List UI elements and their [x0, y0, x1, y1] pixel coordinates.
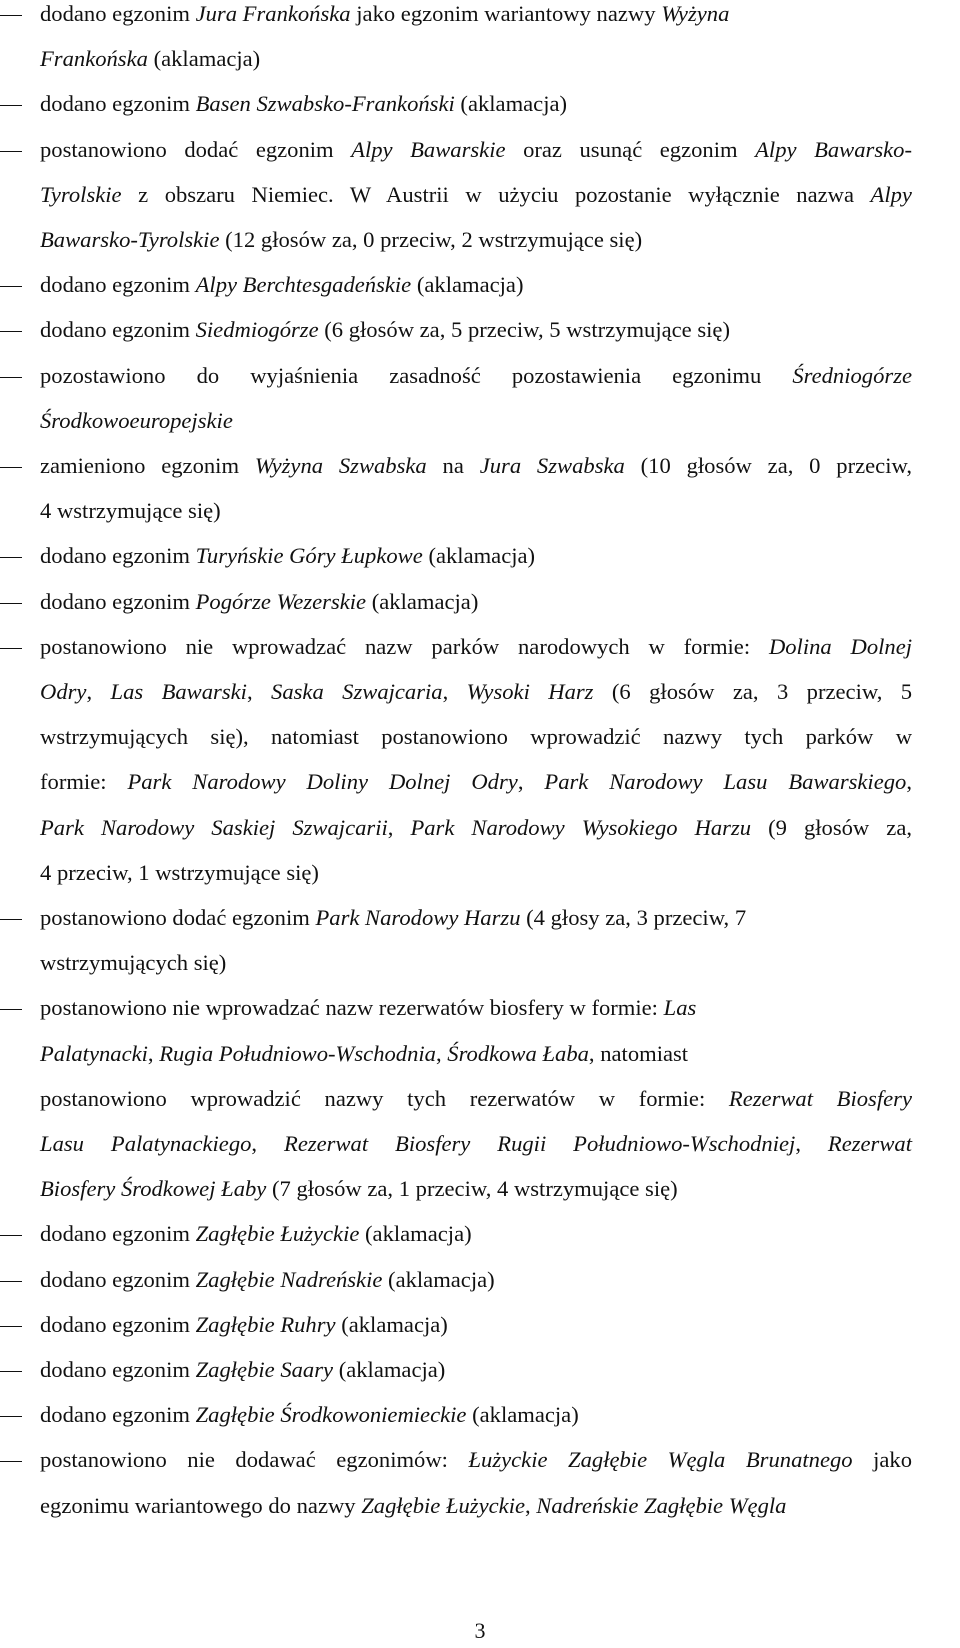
- text-run: (aklamacja): [366, 588, 479, 614]
- text-run: na: [426, 453, 480, 478]
- text-line: [40, 1401, 579, 1429]
- italic-name: Środkowoeuropejskie: [40, 407, 233, 433]
- text-line: [40, 814, 912, 842]
- italic-name: Zagłębie Saary: [195, 1357, 334, 1382]
- italic-name: Alpy: [870, 181, 912, 207]
- text-run: 4 wstrzymujące się): [40, 498, 221, 524]
- text-line: [40, 1311, 448, 1339]
- text-run: dodano egzonim: [40, 91, 196, 117]
- text-run: pozostawiono do wyjaśnienia zasadność pozostawienia egzonimu: [40, 362, 793, 388]
- text-run: ,: [435, 1040, 448, 1066]
- dash-bullet: [0, 1009, 22, 1010]
- text-run: (aklamacja): [422, 543, 536, 569]
- text-run: (9 głosów za,: [751, 814, 912, 840]
- text-run: postanowiono nie wprowadzać nazw parków narodowych w formie:: [40, 633, 769, 659]
- text-run: ,: [246, 678, 272, 704]
- italic-name: Rugia Południowo-Wschodnia: [159, 1040, 436, 1066]
- text-run: dodano egzonim: [40, 272, 196, 298]
- text-run: dodano egzonim: [40, 543, 196, 569]
- text-run: ,: [387, 814, 411, 840]
- italic-name: Jura Frankońska: [195, 1, 351, 26]
- italic-name: Tyrolskie: [40, 181, 122, 207]
- text-line: [40, 271, 523, 299]
- italic-name: Alpy Bawarsko-: [755, 136, 912, 162]
- text-run: z obszaru Niemiec. W Austrii w użyciu pozostanie wyłącznie nazwa: [121, 181, 871, 207]
- text-line: [40, 181, 912, 209]
- text-run: (6 głosów za, 3 przeciw, 5: [593, 678, 913, 704]
- italic-name: Frankońska: [40, 46, 148, 72]
- text-line: [40, 1446, 912, 1474]
- text-run: dodano egzonim: [40, 1311, 196, 1337]
- text-run: postanowiono dodać egzonim: [40, 905, 316, 930]
- text-run: dodano egzonim: [40, 1221, 196, 1247]
- text-run: ,: [251, 1130, 285, 1156]
- text-run: dodano egzonim: [40, 1402, 196, 1428]
- italic-name: Park Narodowy Lasu Bawarskiego: [544, 769, 907, 795]
- italic-name: Palatynacki: [40, 1040, 148, 1066]
- dash-bullet: [0, 286, 22, 287]
- text-line: [40, 1266, 495, 1294]
- text-run: wstrzymujących się): [40, 950, 227, 976]
- text-line: [40, 678, 912, 706]
- italic-name: Rezerwat Biosfery Rugii Południowo-Wschodniej: [284, 1130, 796, 1156]
- italic-name: Nadreńskie Zagłębie Węgla: [536, 1492, 787, 1518]
- text-run: ,: [86, 678, 111, 704]
- text-run: zamieniono egzonim: [40, 453, 255, 478]
- dash-bullet: [0, 1281, 22, 1282]
- italic-name: Odry: [40, 678, 87, 704]
- text-run: (aklamacja): [466, 1402, 579, 1428]
- text-line: [40, 452, 912, 480]
- italic-name: Park Narodowy Harzu: [315, 905, 521, 930]
- italic-name: Zagłębie Nadreńskie: [195, 1266, 383, 1292]
- text-run: ,: [517, 769, 545, 795]
- text-run: (aklamacja): [454, 91, 568, 117]
- italic-name: Basen Szwabsko-Frankoński: [195, 91, 455, 117]
- text-line: [40, 588, 478, 616]
- italic-name: Las: [663, 995, 697, 1021]
- text-run: (aklamacja): [382, 1266, 495, 1292]
- italic-name: Dolina Dolnej: [768, 633, 913, 659]
- text-run: (aklamacja): [147, 46, 261, 72]
- text-line: [40, 1040, 688, 1068]
- dash-bullet: [0, 467, 22, 468]
- text-run: (aklamacja): [335, 1311, 448, 1337]
- text-run: (aklamacja): [411, 272, 524, 298]
- italic-name: Wyżyna Szwabska: [254, 453, 427, 478]
- text-run: dodano egzonim: [40, 1357, 196, 1382]
- text-line: [40, 136, 912, 164]
- text-run: ,: [442, 678, 467, 704]
- italic-name: Rezerwat Biosfery: [728, 1085, 912, 1111]
- italic-name: Pogórze Wezerskie: [195, 588, 367, 614]
- text-run: dodano egzonim: [40, 588, 196, 614]
- text-line: [40, 362, 912, 390]
- text-line: [40, 1492, 786, 1520]
- italic-name: Średniogórze: [792, 362, 913, 388]
- italic-name: Turyńskie Góry Łupkowe: [195, 543, 423, 569]
- text-line: [40, 859, 319, 887]
- italic-name: Wysoki Harz: [466, 678, 594, 704]
- dash-bullet: [0, 331, 22, 332]
- text-run: egzonimu wariantowego do nazwy: [40, 1492, 362, 1518]
- italic-name: Łużyckie Zagłębie Węgla Brunatnego: [468, 1447, 853, 1473]
- text-run: dodano egzonim: [40, 317, 196, 343]
- italic-name: Saska Szwajcaria: [271, 678, 443, 704]
- text-run: jako egzonim wariantowy nazwy: [350, 1, 662, 26]
- italic-name: Zagłębie Łużyckie: [195, 1221, 360, 1247]
- text-run: (aklamacja): [333, 1357, 446, 1382]
- dash-bullet: [0, 648, 22, 649]
- text-run: dodano egzonim: [40, 1266, 196, 1292]
- text-run: postanowiono nie wprowadzać nazw rezerwatów biosfery w formie:: [40, 995, 664, 1021]
- text-run: ,: [906, 769, 912, 795]
- italic-name: Lasu Palatynackiego: [40, 1130, 252, 1156]
- text-line: [40, 542, 535, 570]
- text-line: [40, 994, 696, 1022]
- italic-name: Wyżyna: [661, 1, 730, 26]
- italic-name: Siedmiogórze: [195, 317, 319, 343]
- text-run: (aklamacja): [359, 1221, 472, 1247]
- italic-name: Las Bawarski: [110, 678, 247, 704]
- text-run: formie:: [40, 769, 128, 795]
- text-run: oraz usunąć egzonim: [505, 136, 756, 162]
- italic-name: Alpy Berchtesgadeńskie: [195, 272, 412, 298]
- text-line: [40, 1220, 472, 1248]
- text-run: jako: [852, 1447, 913, 1473]
- italic-name: Rezerwat: [827, 1130, 912, 1156]
- text-line: [40, 1130, 912, 1158]
- text-run: dodano egzonim: [40, 1, 196, 26]
- dash-bullet: [0, 557, 22, 558]
- text-line: [40, 1356, 445, 1384]
- text-run: (10 głosów za, 0 przeciw,: [624, 453, 912, 478]
- text-run: (12 głosów za, 0 przeciw, 2 wstrzymujące się): [219, 226, 643, 252]
- text-line: [40, 316, 730, 344]
- italic-name: Zagłębie Ruhry: [195, 1311, 336, 1337]
- italic-name: Park Narodowy Doliny Dolnej Odry: [127, 769, 518, 795]
- dash-bullet: [0, 1371, 22, 1372]
- dash-bullet: [0, 15, 22, 16]
- dash-bullet: [0, 1235, 22, 1236]
- text-run: ,: [525, 1492, 537, 1518]
- text-run: 4 przeciw, 1 wstrzymujące się): [40, 859, 319, 885]
- text-line: [40, 497, 221, 525]
- italic-name: Park Narodowy Saskiej Szwajcarii: [40, 814, 388, 840]
- text-run: postanowiono wprowadzić nazwy tych rezerwatów w formie:: [40, 1085, 729, 1111]
- dash-bullet: [0, 1326, 22, 1327]
- dash-bullet: [0, 1461, 22, 1462]
- text-run: (6 głosów za, 5 przeciw, 5 wstrzymujące się): [318, 317, 730, 343]
- italic-name: Zagłębie Łużyckie: [361, 1492, 525, 1518]
- dash-bullet: [0, 105, 22, 106]
- text-line: [40, 904, 746, 932]
- dash-bullet: [0, 377, 22, 378]
- dash-bullet: [0, 1416, 22, 1417]
- italic-name: Bawarsko-Tyrolskie: [40, 226, 220, 252]
- italic-name: Alpy Bawarskie: [351, 136, 506, 162]
- text-run: , natomiast: [588, 1040, 689, 1066]
- dash-bullet: [0, 919, 22, 920]
- text-line: [40, 1175, 678, 1203]
- italic-name: Biosfery Środkowej Łaby: [40, 1176, 267, 1202]
- text-run: (4 głosy za, 3 przeciw, 7: [520, 905, 747, 930]
- text-line: [40, 1085, 912, 1113]
- text-line: [40, 226, 642, 254]
- text-line: [40, 723, 912, 751]
- text-line: [40, 633, 912, 661]
- italic-name: Zagłębie Środkowoniemieckie: [195, 1402, 467, 1428]
- dash-bullet: [0, 603, 22, 604]
- text-line: [40, 949, 226, 977]
- italic-name: Środkowa Łaba: [447, 1040, 589, 1066]
- italic-name: Park Narodowy Wysokiego Harzu: [410, 814, 752, 840]
- dash-bullet: [0, 151, 22, 152]
- text-line: [40, 90, 567, 118]
- text-line: [40, 0, 729, 28]
- text-line: [40, 45, 260, 73]
- text-run: wstrzymujących się), natomiast postanowiono wprowadzić nazwy tych parków w: [40, 724, 913, 750]
- text-run: (7 głosów za, 1 przeciw, 4 wstrzymujące się): [266, 1176, 678, 1202]
- text-run: postanowiono dodać egzonim: [40, 136, 352, 162]
- text-run: ,: [795, 1130, 828, 1156]
- text-line: [40, 768, 912, 796]
- page-number: 3: [474, 1618, 486, 1643]
- text-run: ,: [147, 1040, 160, 1066]
- text-run: postanowiono nie dodawać egzonimów:: [40, 1447, 469, 1473]
- text-line: [40, 407, 233, 435]
- italic-name: Jura Szwabska: [479, 453, 625, 478]
